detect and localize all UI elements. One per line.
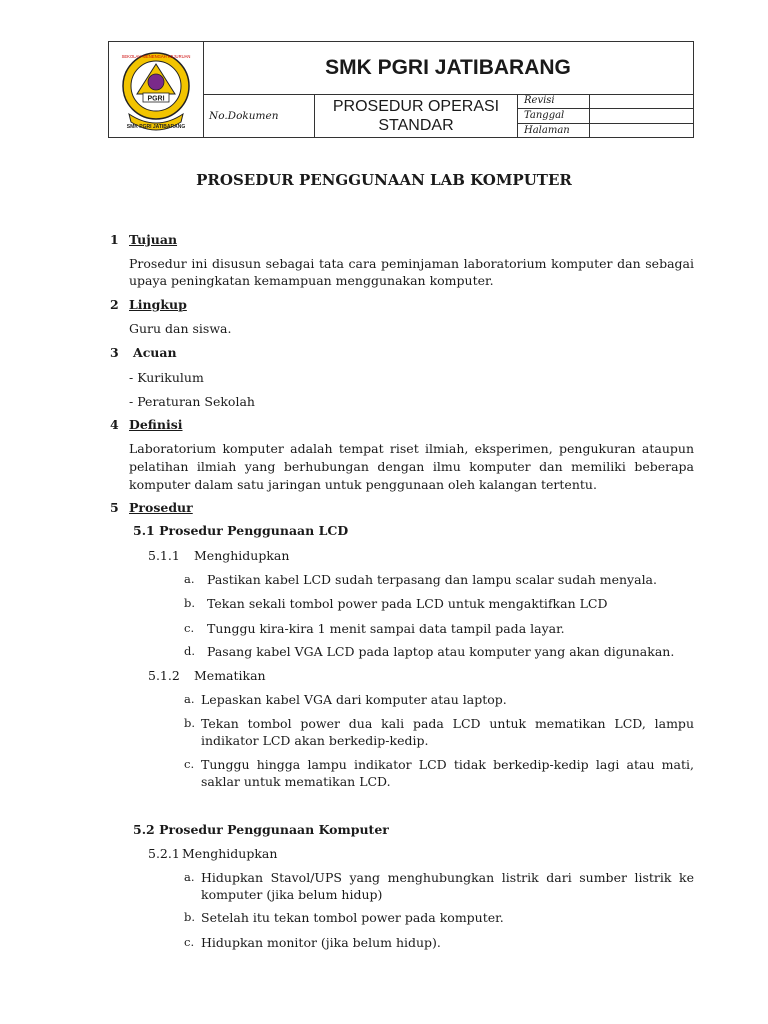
pc-on-c-marker: c. — [184, 935, 195, 949]
pc-on-b-marker: b. — [184, 910, 196, 924]
pos-title — [315, 94, 518, 137]
section-2-number: 2 — [110, 297, 119, 312]
lcd-on-c-marker: c. — [184, 621, 195, 635]
section-3-item1: - Kurikulum — [129, 370, 204, 385]
pc-on-number: 5.2.1 — [148, 846, 180, 861]
halaman-label: Halaman — [518, 124, 590, 138]
section-4-heading: Definisi — [129, 417, 183, 432]
lcd-off-a-marker: a. — [184, 692, 195, 706]
logo-center-text: PGRI — [147, 95, 165, 103]
lcd-off-c-text-line1: Tunggu hingga lampu indikator LCD tidak berkedip-kedip lagi atau mati, — [201, 757, 694, 772]
lcd-off-b-text-line2: indikator LCD akan berkedip-kedip. — [201, 733, 429, 748]
lcd-off-b-text-line1: Tekan tombol power dua kali pada LCD untuk mematikan LCD, lampu — [201, 716, 694, 731]
lcd-off-a-text: Lepaskan kabel VGA dari komputer atau laptop. — [201, 692, 507, 707]
section-4-text-line2: pelatihan ilmiah yang berhubungan dengan ilmu komputer dan memiliki beberapa — [129, 459, 694, 474]
section-1-number: 1 — [110, 232, 119, 247]
section-4-text-line3: komputer dalam satu jaringan untuk penggunaan oleh kalangan tertentu. — [129, 477, 597, 492]
lcd-on-d-text: Pasang kabel VGA LCD pada laptop atau komputer yang akan digunakan. — [207, 644, 675, 659]
lcd-off-number: 5.1.2 — [148, 668, 180, 683]
meta-row-halaman — [518, 124, 693, 138]
lcd-off-b-marker: b. — [184, 716, 196, 730]
no-dokumen-label: No.Dokumen — [203, 94, 315, 137]
section-4-number: 4 — [110, 417, 119, 432]
school-logo — [109, 42, 203, 137]
pc-on-a-text-line1: Hidupkan Stavol/UPS yang menghubungkan listrik dari sumber listrik ke — [201, 870, 694, 885]
lcd-on-a-marker: a. — [184, 572, 195, 586]
tanggal-label: Tanggal — [518, 109, 590, 123]
document-title: PROSEDUR PENGGUNAAN LAB KOMPUTER — [196, 171, 572, 189]
lcd-on-label: Menghidupkan — [194, 548, 290, 563]
pos-line1: PROSEDUR OPERASI — [332, 98, 500, 115]
meta-table — [518, 94, 693, 137]
section-5-heading: Prosedur — [129, 500, 193, 515]
pc-heading: 5.2 Prosedur Penggunaan Komputer — [133, 822, 389, 837]
section-3-heading: Acuan — [133, 345, 177, 360]
section-2-text: Guru dan siswa. — [129, 321, 232, 336]
section-1-heading: Tujuan — [129, 232, 178, 247]
lcd-off-c-marker: c. — [184, 757, 195, 771]
revisi-value — [590, 94, 693, 108]
section-4-text-line1: Laboratorium komputer adalah tempat riset ilmiah, eksperimen, pengukuran ataupun — [129, 441, 694, 456]
pos-line2: STANDAR — [378, 117, 454, 134]
logo-ribbon-text: SMK PGRI JATIBARANG — [126, 124, 186, 130]
meta-row-revisi — [518, 94, 693, 109]
pc-on-a-marker: a. — [184, 870, 195, 884]
lcd-off-c-text-line2: saklar untuk mematikan LCD. — [201, 774, 391, 789]
lcd-on-number: 5.1.1 — [148, 548, 180, 563]
lcd-on-b-text: Tekan sekali tombol power pada LCD untuk mengaktifkan LCD — [207, 596, 608, 611]
section-1-text-line1: Prosedur ini disusun sebagai tata cara peminjaman laboratorium komputer dan sebagai — [129, 256, 694, 271]
section-5-number: 5 — [110, 500, 119, 515]
logo-cell — [109, 42, 204, 137]
section-2-heading: Lingkup — [129, 297, 187, 312]
pc-on-c-text: Hidupkan monitor (jika belum hidup). — [201, 935, 441, 950]
school-name: SMK PGRI JATIBARANG — [203, 42, 693, 95]
lcd-off-label: Mematikan — [194, 668, 266, 683]
lcd-on-d-marker: d. — [184, 644, 196, 658]
lcd-on-b-marker: b. — [184, 596, 196, 610]
logo-top-text: SEKOLAH MENENGAH KEJURUAN — [121, 54, 191, 59]
lcd-on-c-text: Tunggu kira-kira 1 menit sampai data tampil pada layar. — [207, 621, 565, 636]
pc-on-a-text-line2: komputer (jika belum hidup) — [201, 887, 383, 902]
document-header — [108, 41, 694, 138]
section-3-item2: - Peraturan Sekolah — [129, 394, 255, 409]
tanggal-value — [590, 109, 693, 123]
lcd-heading: 5.1 Prosedur Penggunaan LCD — [133, 523, 349, 538]
section-3-number: 3 — [110, 345, 119, 360]
meta-row-tanggal — [518, 109, 693, 124]
pc-on-label: Menghidupkan — [182, 846, 278, 861]
halaman-value — [590, 124, 693, 138]
revisi-label: Revisi — [518, 94, 590, 108]
section-1-text-line2: upaya peningkatan kemampuan menggunakan komputer. — [129, 273, 494, 288]
pc-on-b-text: Setelah itu tekan tombol power pada komputer. — [201, 910, 504, 925]
lcd-on-a-text: Pastikan kabel LCD sudah terpasang dan lampu scalar sudah menyala. — [207, 572, 657, 587]
